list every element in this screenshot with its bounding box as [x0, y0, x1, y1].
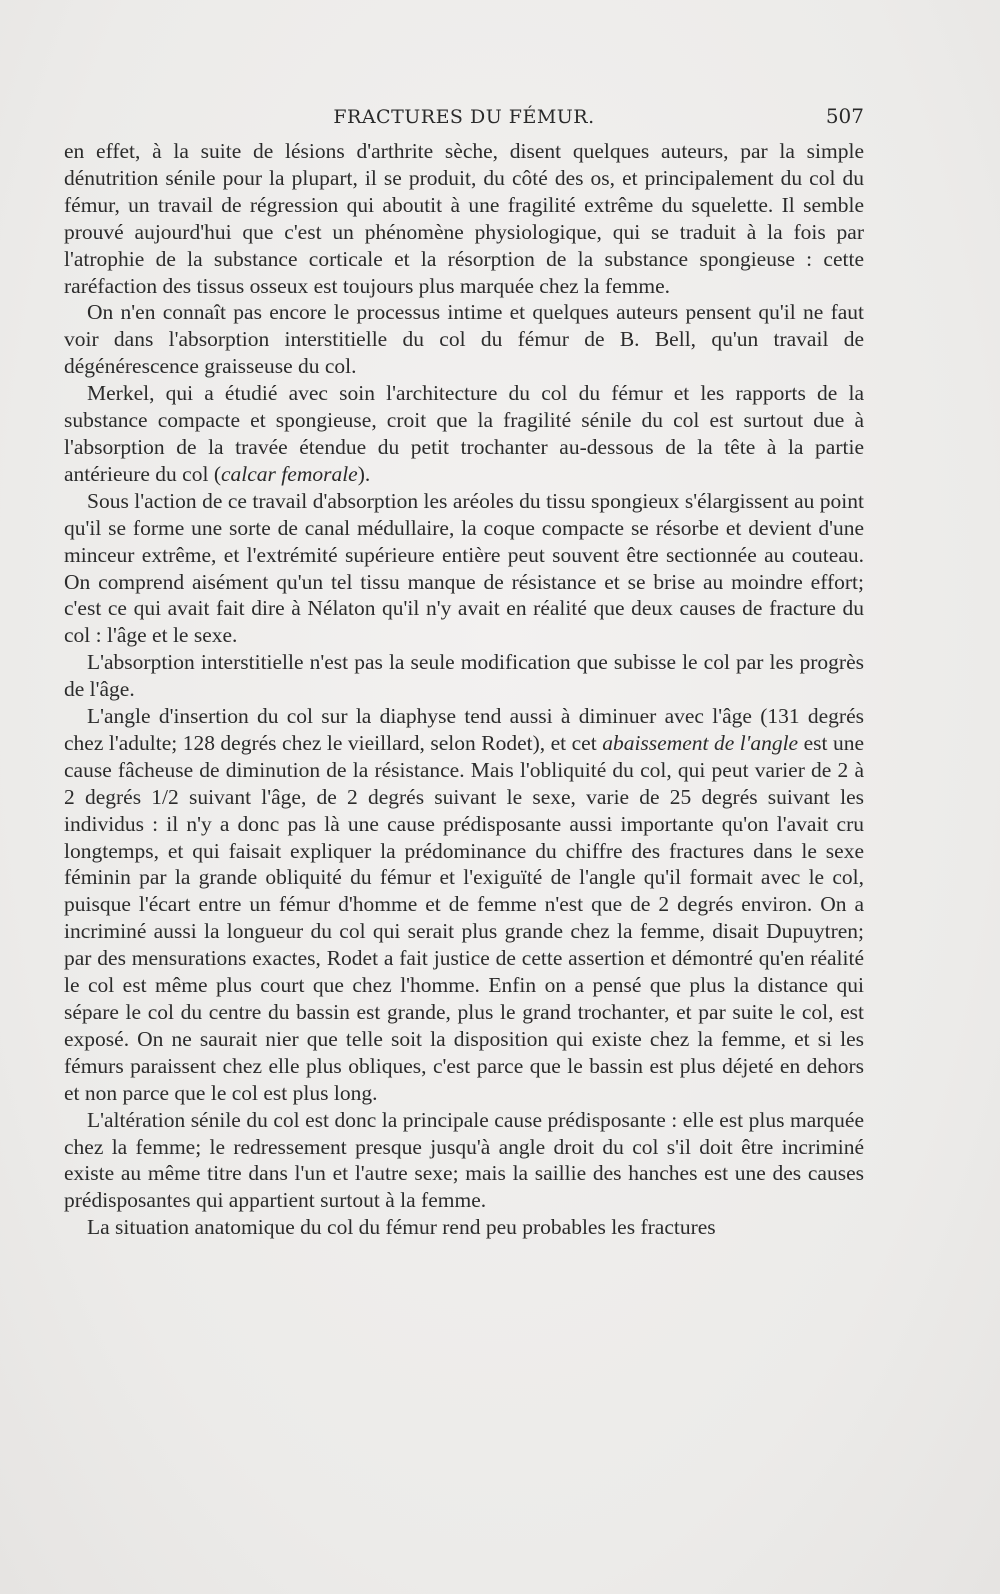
paragraph-text: Merkel, qui a étudié avec soin l'architecture du col du fémur et les rapports de la substance compacte et spongieuse, croit que la fragilité sénile du col est surtout due à l'absorption de la travée étendue du petit trochanter au-dessous de la tête à la partie antérieure du col (	[64, 381, 864, 486]
page-header	[64, 100, 864, 134]
page-number: 507	[825, 104, 864, 128]
italic-term: abaissement de l'angle	[602, 730, 799, 755]
paragraph-text: est une cause fâcheuse de diminution de la résistance. Mais l'obliquité du col, qui peut varier de 2 à 2 degrés 1/2 suivant l'âge, de 2 degrés suivant le sexe, varie de 25 degrés suivant les individus : il n'y a donc pas là une cause prédisposante aussi importante qu'on l'avait cru longtemps, et qui faisait expliquer la prédominance du chiffre des fractures dans le sexe féminin par la grande obliquité du fémur et l'exiguïté de l'angle qu'il formait avec le col, puisque l'écart entre un fémur d'homme et de femme n'est que de 2 degrés environ. On a incriminé aussi la longueur du col qui serait plus grande chez la femme, disait Dupuytren; par des mensurations exactes, Rodet a fait justice de cette assertion et démontré qu'en réalité le col est même plus court que chez l'homme. Enfin on a pensé que plus la distance qui sépare le col du centre du bassin est grande, plus le grand trochanter, et par suite le col, est exposé. On ne saurait nier que telle soit la disposition qui existe chez la femme, et si les fémurs paraissent chez elle plus obliques, c'est parce que le bassin est plus déjeté en dehors et non parce que le col est plus long.	[64, 730, 864, 1105]
italic-term: calcar femorale	[221, 461, 358, 486]
paragraph	[64, 380, 864, 488]
running-title: FRACTURES DU FÉMUR.	[333, 106, 595, 128]
paragraph-text: ).	[357, 461, 371, 486]
body-text	[64, 138, 864, 1241]
paragraph: L'absorption interstitielle n'est pas la seule modification que subisse le col par les progrès de l'âge.	[64, 650, 864, 702]
paragraph-text: L'angle d'insertion du col sur la diaphyse tend aussi à diminuer avec l'âge (131 degrés chez l'adulte; 128 degrés chez le vieillard, selon Rodet), et cet	[64, 704, 864, 755]
paragraph	[64, 703, 864, 1107]
paragraph: en effet, à la suite de lésions d'arthrite sèche, disent quelques auteurs, par la simple dénutrition sénile pour la plupart, il se produit, du côté des os, et principalement du col du fémur, un travail de régression qui aboutit à une fragilité extrême du squelette. Il semble prouvé aujourd'hui que c'est un phénomène physiologique, qui se traduit à la fois par l'atrophie de la substance corticale et la résorption de la substance spongieuse : cette raréfaction des tissus osseux est toujours plus marquée chez la femme.	[64, 139, 864, 298]
paragraph: On n'en connaît pas encore le processus intime et quelques auteurs pensent qu'il ne faut voir dans l'absorption interstitielle du col du fémur de B. Bell, qu'un travail de dégénérescence graisseuse du col.	[64, 300, 864, 379]
paragraph: L'altération sénile du col est donc la principale cause prédisposante : elle est plus marquée chez la femme; le redressement presque jusqu'à angle droit du col s'il doit être incriminé existe au même titre dans l'un et l'autre sexe; mais la saillie des hanches est une des causes prédisposantes qui appartient surtout à la femme.	[64, 1107, 864, 1213]
paragraph: Sous l'action de ce travail d'absorption les aréoles du tissu spongieux s'élargissent au point qu'il se forme une sorte de canal médullaire, la coque compacte se résorbe et devient d'une minceur extrême, et l'extrémité supérieure entière peut souvent être sectionnée au couteau. On comprend aisément qu'un tel tissu manque de résistance et se brise au moindre effort; c'est ce qui avait fait dire à Nélaton qu'il n'y avait en réalité que deux causes de fracture du col : l'âge et le sexe.	[64, 488, 864, 648]
paragraph: La situation anatomique du col du fémur rend peu probables les fractures	[87, 1215, 716, 1240]
